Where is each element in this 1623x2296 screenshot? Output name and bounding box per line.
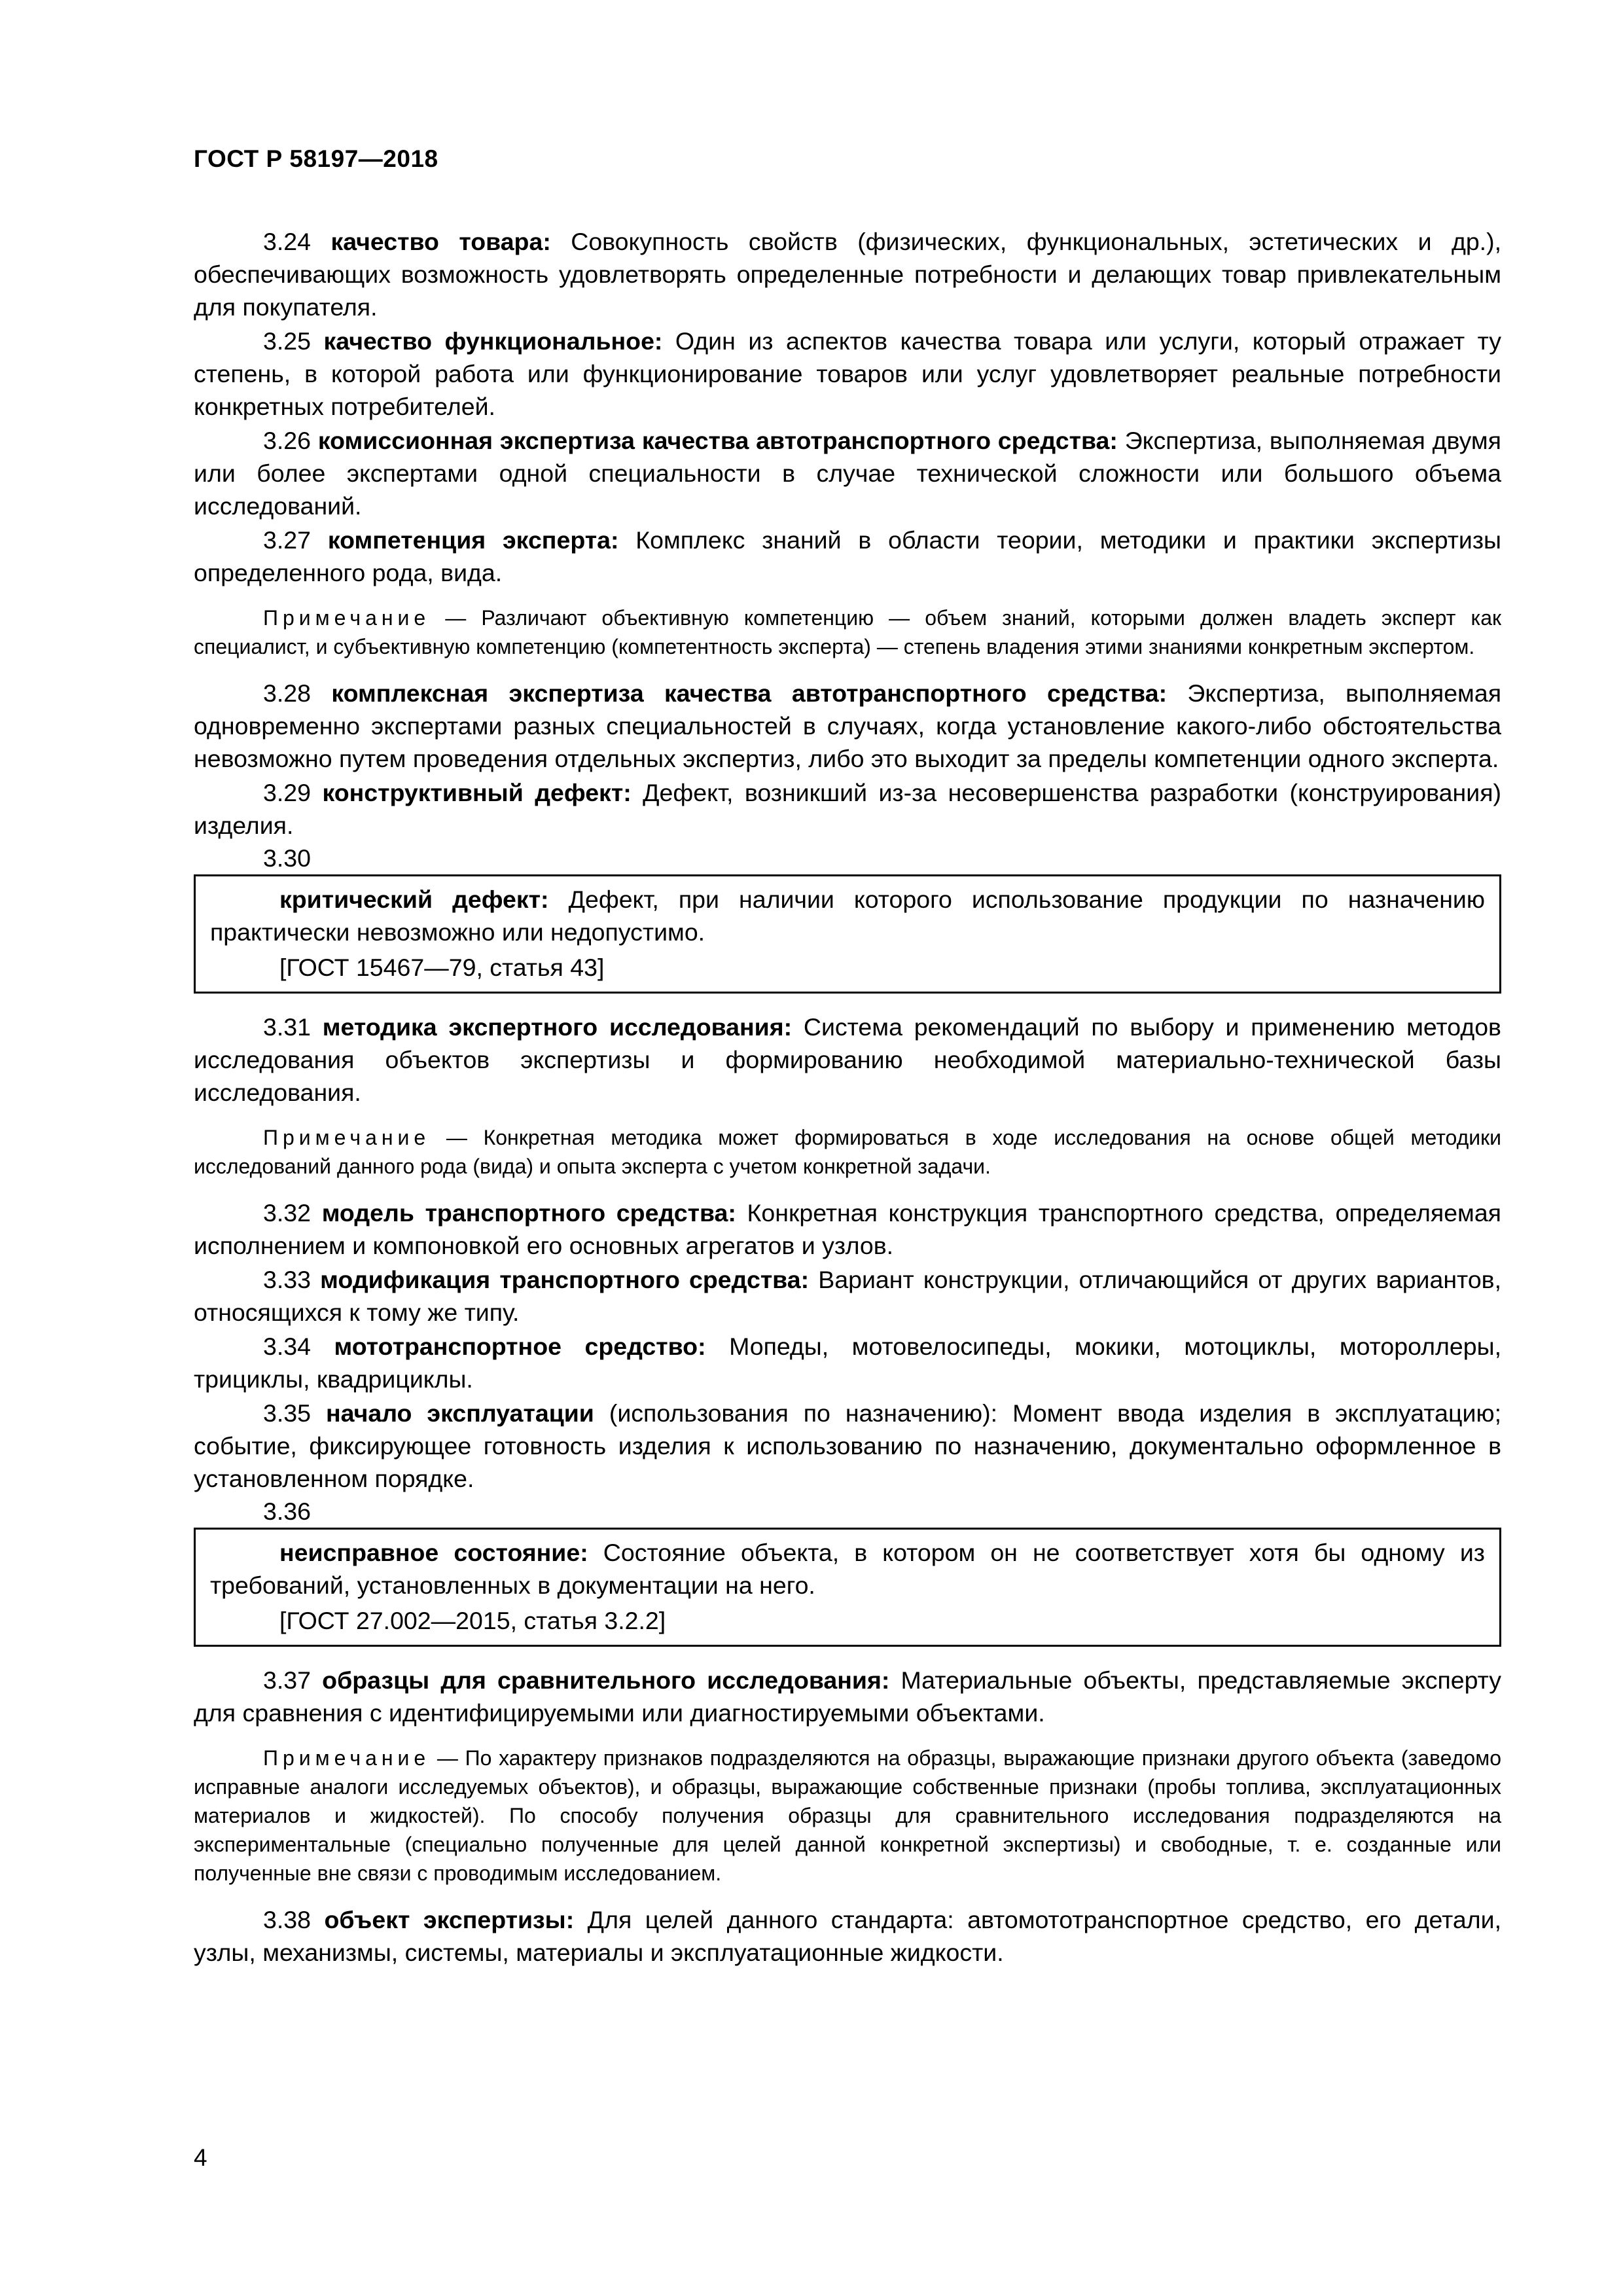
term-title: методика экспертного исследования: (322, 1013, 793, 1041)
term-3-30-number: 3.30 (263, 844, 311, 872)
term-definition: Конкретная конструкция транспортного средства, определяемая исполнением и компоновкой его основных агрегатов и узлов. (194, 1199, 1501, 1259)
term-3-24 (194, 225, 1501, 323)
term-number: 3.34 (263, 1333, 311, 1360)
term-definition: Для целей данного стандарта: автомототранспортное средство, его детали, узлы, механизмы, системы, материалы и эксплуатационные жидкости. (194, 1906, 1501, 1966)
document-body (194, 225, 1501, 1969)
boxed-term-body (210, 883, 1485, 948)
term-title: конструктивный дефект: (322, 779, 632, 806)
term-definition: Дефект, при наличии которого использование продукции по назначению практически невозможно или недопустимо. (210, 886, 1485, 946)
term-title: образцы для сравнительного исследования: (322, 1666, 890, 1694)
boxed-term-3-36 (194, 1528, 1501, 1647)
note-text: — По характеру признаков подразделяются на образцы, выражающие признаки другого объекта (заведомо исправные аналоги исследуемых объектов), и образцы, выражающие собственные признаки (пробы топлива, эксплуатационных материалов и жидкостей). По способу получения образцы для сравнительного исследования подразделяются на экспериментальные (специально полученные для целей данной конкретной экспертизы) и свободные, т. е. созданные или полученные вне связи с проводимым исследованием. (194, 1746, 1501, 1885)
term-3-28 (194, 677, 1501, 775)
term-number: 3.25 (263, 327, 311, 355)
term-3-37 (194, 1664, 1501, 1729)
page-number: 4 (194, 2144, 207, 2171)
term-3-27 (194, 524, 1501, 589)
term-number: 3.26 (263, 427, 311, 454)
note-label: Примечание (263, 606, 431, 630)
term-title: качество товара: (330, 228, 551, 255)
term-number: 3.24 (263, 228, 311, 255)
term-number: 3.29 (263, 779, 311, 806)
term-3-34 (194, 1330, 1501, 1395)
source-reference: [ГОСТ 15467—79, статья 43] (279, 954, 605, 981)
term-title: комплексная экспертиза качества автотранспортного средства: (331, 679, 1168, 707)
term-title: модификация транспортного средства: (320, 1266, 810, 1293)
term-title: качество функциональное: (323, 327, 663, 355)
term-title: мототранспортное средство: (334, 1333, 706, 1360)
term-3-38 (194, 1903, 1501, 1969)
boxed-term-body (210, 1536, 1485, 1602)
term-title: объект экспертизы: (324, 1906, 575, 1933)
term-number: 3.27 (263, 526, 311, 554)
term-title: модель транспортного средства: (321, 1199, 736, 1227)
term-definition: Мопеды, мотовелосипеды, мокики, мотоциклы, мотороллеры, трициклы, квадрициклы. (194, 1333, 1502, 1393)
term-title: начало эксплуатации (326, 1399, 594, 1427)
term-number: 3.38 (263, 1906, 311, 1933)
term-definition: Состояние объекта, в котором он не соответствует хотя бы одному из требований, установленных в документации на него. (210, 1539, 1485, 1599)
note-text: — Конкретная методика может формироваться в ходе исследования на основе общей методики исследований данного рода (вида) и опыта эксперта с учетом конкретной задачи. (194, 1126, 1501, 1178)
term-3-31 (194, 1011, 1501, 1109)
term-definition: Совокупность свойств (физических, функциональных, эстетических и др.), обеспечивающих возможность удовлетворять определенные потребности и делающих товар привлекательным для покупателя. (194, 228, 1502, 321)
term-definition: Экспертиза, выполняемая двумя или более экспертами одной специальности в случае технической сложности или большого объема исследований. (194, 427, 1501, 520)
term-3-35 (194, 1397, 1501, 1495)
document-header: ГОСТ Р 58197—2018 (194, 145, 438, 172)
term-3-33 (194, 1263, 1501, 1329)
term-number: 3.32 (263, 1199, 311, 1227)
term-number: 3.33 (263, 1266, 311, 1293)
term-title: компетенция эксперта: (327, 526, 619, 554)
note-text: — Различают объективную компетенцию — объем знаний, которыми должен владеть эксперт как специалист, и субъективную компетенцию (компетентность эксперта) — степень владения этими знаниями конкретным экспертом. (194, 606, 1501, 658)
term-definition: Вариант конструкции, отличающийся от других вариантов, относящихся к тому же типу. (194, 1266, 1502, 1326)
note-3-37 (194, 1744, 1501, 1888)
term-definition: Дефект, возникший из-за несовершенства разработки (конструирования) изделия. (194, 779, 1501, 839)
term-definition: Система рекомендаций по выбору и применению методов исследования объектов экспертизы и формированию необходимой материально-технической базы исследования. (194, 1013, 1501, 1106)
term-definition: Материальные объекты, представляемые эксперту для сравнения с идентифицируемыми или диагностируемыми объектами. (194, 1666, 1501, 1727)
term-number: 3.31 (263, 1013, 311, 1041)
term-definition: (использования по назначению): Момент ввода изделия в эксплуатацию; событие, фиксирующее готовность изделия к использованию по назначению, документально оформленное в установленном порядке. (194, 1399, 1502, 1492)
term-3-26 (194, 424, 1501, 522)
note-3-27 (194, 603, 1501, 661)
term-number: 3.28 (263, 679, 311, 707)
term-3-25 (194, 325, 1501, 423)
boxed-term-3-30 (194, 874, 1501, 994)
note-label: Примечание (263, 1126, 431, 1149)
term-number: 3.37 (263, 1666, 311, 1694)
term-title: комиссионная экспертиза качества автотранспортного средства: (317, 427, 1118, 454)
term-definition: Экспертиза, выполняемая одновременно экспертами разных специальностей в случаях, когда установление какого-либо обстоятельства невозможно путем проведения отдельных экспертиз, либо это выходит за пределы компетенции одного эксперта. (194, 679, 1501, 772)
term-number: 3.35 (263, 1399, 311, 1427)
term-3-32 (194, 1196, 1501, 1262)
term-definition: Комплекс знаний в области теории, методики и практики экспертизы определенного рода, вида. (194, 526, 1501, 586)
term-definition: Один из аспектов качества товара или услуги, который отражает ту степень, в которой работа или функционирование товаров или услуг удовлетворяет реальные потребности конкретных потребителей. (194, 327, 1501, 420)
note-label: Примечание (263, 1746, 431, 1770)
source-reference: [ГОСТ 27.002—2015, статья 3.2.2] (279, 1607, 666, 1634)
term-title: критический дефект: (279, 886, 549, 913)
term-3-29 (194, 776, 1501, 842)
term-title: неисправное состояние: (279, 1539, 588, 1566)
term-3-36-number: 3.36 (263, 1498, 311, 1525)
note-3-31 (194, 1123, 1501, 1181)
